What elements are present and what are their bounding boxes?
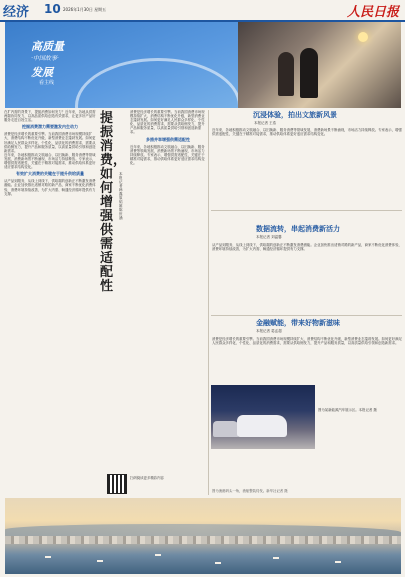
body-text: 从产品到服务，从线上到线下，供给端的创新正不断激发消费潜能。企业加快推出适销对路的新产品，商家不断优化消费体验，消费环境持续改善，为扩大内需、畅通经济循环提供有力支撑。	[212, 243, 402, 252]
body-text: 消费是经济增长的重要引擎。当前我国消费市场规模持续扩大，消费结构不断优化升级，新型消费业态蓬勃发展。如何更好满足人民群众多样化、个性化、品质化的消费需求，需要从供给侧发力，提升产品和服务质量，以高质量供给引领和创造新需求。	[212, 337, 402, 346]
column-divider	[208, 110, 209, 495]
subheading-2: 多措并举增强供需适配性	[146, 136, 190, 142]
lamp-light	[358, 32, 368, 42]
harbor-photo	[5, 498, 401, 574]
banner-tag: 看主线	[39, 80, 55, 86]
body-text: 消费是经济增长的重要引擎。当前我国消费市场规模持续扩大，消费结构不断优化升级，新型消费业态蓬勃发展。如何更好满足人民群众多样化、个性化、品质化的消费需求，需要从供给侧发力，提升产品和服务质量，以高质量供给引领和创造新需求。	[4, 132, 96, 153]
story-title-data: 数据流转，串起消费新活力	[256, 225, 340, 233]
story-body	[212, 128, 402, 208]
headline-byline: 本报记者 韩鑫 原韬雄 陈世涵	[119, 172, 123, 220]
body-text: 消费是经济增长的重要引擎。当前我国消费市场规模持续扩大，消费结构不断优化升级，新型消费业态蓬勃发展。如何更好满足人民群众多样化、个性化、品质化的消费需求，需要从供给侧发力，提升产品和服务质量，以高质量供给引领和创造新需求。	[130, 110, 205, 135]
person-figure	[300, 48, 318, 98]
article-column	[130, 110, 206, 470]
story-title-culture-tourism: 沉浸体验，拍出文旅新风景	[253, 111, 337, 119]
car-shape	[213, 421, 239, 437]
lead-paragraph	[4, 110, 96, 196]
story-body	[212, 243, 402, 313]
town-skyline	[5, 536, 401, 544]
photo-caption: 图为某新能源汽车展示区。本报记者 摄	[318, 408, 377, 412]
story-body	[212, 337, 402, 383]
boat-shape	[45, 556, 51, 558]
banner-title-1: 高质量	[31, 40, 64, 53]
story-byline: 本报记者 葛孟超	[256, 329, 282, 333]
body-text: 近年来，各地积极推动文旅融合、以旧换新、服务消费等领域发展，消费新场景不断涌现，市场活力持续释放。专家表示，增强供需适配性，关键在于精准对接需求，推动供给体系更好适应需求结构变化。	[4, 152, 96, 170]
qr-caption: 扫码阅读更多精彩内容	[130, 476, 164, 480]
story-divider	[211, 315, 402, 316]
photo-caption: 图为渔港码头一角，渔船整装待发。新华社记者 摄	[212, 489, 288, 493]
boat-shape	[97, 560, 103, 562]
issue-date: 2026年1月30日 星期五	[63, 7, 107, 12]
boat-shape	[273, 557, 279, 559]
page-header	[0, 0, 405, 22]
boat-shape	[155, 554, 161, 556]
story-byline: 本报记者 刘温馨	[256, 235, 282, 239]
page-number: 10	[44, 2, 61, 16]
qr-code-icon	[108, 475, 126, 493]
story-divider	[211, 210, 402, 211]
car-shape	[237, 415, 287, 437]
banner-subtitle: ·中国故事·	[31, 55, 59, 62]
story-byline: 本报记者 王浩	[254, 121, 277, 125]
banner-title-2: 发展	[31, 66, 53, 79]
masthead-logo: 人民日报	[346, 5, 399, 20]
body-text: 近年来，各地积极推动文旅融合、以旧换新、服务消费等领域发展，消费新场景不断涌现，市场活力持续释放。专家表示，增强供需适配性，关键在于精准对接需求，推动供给体系更好适应需求结构变化。	[212, 128, 402, 137]
couple-photo	[238, 22, 401, 108]
banner-swirl	[75, 58, 241, 108]
story-title-finance: 金融赋能，带来好物新滋味	[256, 319, 340, 327]
boat-shape	[215, 562, 221, 564]
boat-shape	[335, 561, 341, 563]
subheading-1: 挖掘消费潜力需要激发内生动力	[22, 124, 78, 130]
main-headline: 提振消费，如何增强供需适配性	[100, 111, 127, 294]
vehicle-photo	[211, 385, 315, 449]
person-figure	[278, 52, 294, 96]
body-text: 从产品到服务，从线上到线下，供给端的创新正不断激发消费潜能。企业加快推出适销对路的新产品，商家不断优化消费体验，消费环境持续改善，为扩大内需、畅通经济循环提供有力支撑。	[4, 179, 96, 196]
body-text: 近年来，各地积极推动文旅融合、以旧换新、服务消费等领域发展，消费新场景不断涌现，市场活力持续释放。专家表示，增强供需适配性，关键在于精准对接需求，推动供给体系更好适应需求结构变化。	[130, 144, 205, 166]
lead-text: 在扩内需的背景下，提振消费如何发力？近年来，各地从供需两端协同发力，以高品质供给创造有效需求，让更多好产品好服务走进百姓生活。	[4, 110, 96, 123]
section-name: 经济	[3, 5, 30, 20]
subheading-3: 有效扩大消费的关键在于提升供给质量	[16, 171, 84, 177]
